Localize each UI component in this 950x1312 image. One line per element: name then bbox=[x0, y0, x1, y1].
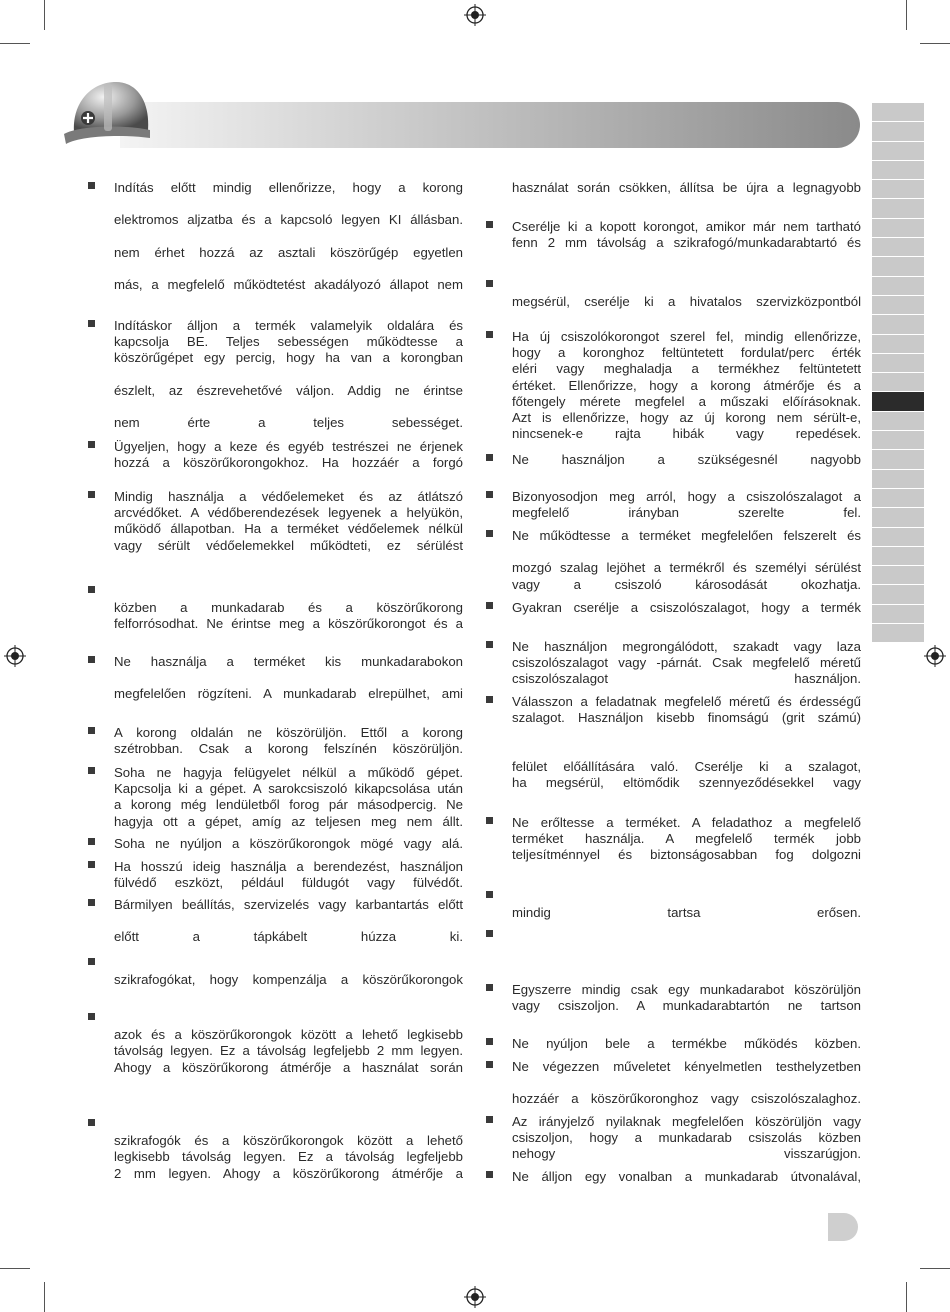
list-item-text: Ne végezzen műveletet kényelmetlen testhelyzetben hozzáér a köszörűkoronghoz vagy csiszolószalaghoz. bbox=[512, 1059, 861, 1107]
list-item-text: Ne használja a terméket kis munkadarabokon megfelelően rögzíteni. A munkadarab elrepülhet, ami bbox=[114, 654, 463, 702]
list-item-text: mindig tartsa erősen. bbox=[512, 905, 861, 921]
tab bbox=[872, 103, 924, 122]
crop-mark bbox=[906, 0, 907, 30]
list-item-text: Mindig használja a védőelemeket és az átlátszó arcvédőket. A védőberendezések legyenek a helyükön, működő állapotban. Ha a terméket védőelemek nélkül vagy sérült védőelemekkel működteti, ez sérülést bbox=[114, 489, 463, 553]
crop-mark bbox=[920, 43, 950, 44]
square-bullet-icon bbox=[88, 586, 95, 593]
square-bullet-icon bbox=[486, 221, 493, 228]
tab bbox=[872, 180, 924, 199]
tab bbox=[872, 585, 924, 604]
section-header-bar bbox=[120, 102, 860, 148]
square-bullet-icon bbox=[88, 767, 95, 774]
list-item-text: Cserélje ki a kopott korongot, amikor már nem tartható fenn 2 mm távolság a szikrafogó/munkadarabtartó és bbox=[512, 219, 861, 251]
list-item-text: Ne használjon a szükségesnél nagyobb bbox=[512, 452, 861, 467]
square-bullet-icon bbox=[486, 602, 493, 609]
square-bullet-icon bbox=[486, 817, 493, 824]
registration-mark-icon bbox=[924, 645, 946, 667]
list-item-text: Ne álljon egy vonalban a munkadarab útvonalával, bbox=[512, 1169, 861, 1184]
crop-mark bbox=[44, 1282, 45, 1312]
tab bbox=[872, 470, 924, 489]
square-bullet-icon bbox=[88, 1119, 95, 1126]
list-item-text: Gyakran cserélje a csiszolószalagot, hogy a termék bbox=[512, 600, 861, 615]
registration-mark-icon bbox=[464, 4, 486, 26]
square-bullet-icon bbox=[88, 1013, 95, 1020]
list-item-text: Soha ne hagyja felügyelet nélkül a működő gépet. Kapcsolja ki a gépet. A sarokcsiszoló kikapcsolása után a korong még lendületből forog pár másodpercig. Ne hagyja ott a gépet, amíg az teljesen meg nem állt. bbox=[114, 765, 463, 829]
tab bbox=[872, 412, 924, 431]
list-item-text: Ne nyúljon bele a termékbe működés közben. bbox=[512, 1036, 861, 1051]
tab bbox=[872, 547, 924, 566]
square-bullet-icon bbox=[88, 182, 95, 189]
tab bbox=[872, 257, 924, 276]
tab bbox=[872, 315, 924, 334]
crop-mark bbox=[44, 0, 45, 30]
list-item-text: Az irányjelző nyilaknak megfelelően köszörüljön vagy csiszoljon, hogy a munkadarab csiszolás közben nehogy visszarúgjon. bbox=[512, 1114, 861, 1162]
crop-mark bbox=[0, 1268, 30, 1269]
tab bbox=[872, 277, 924, 296]
square-bullet-icon bbox=[88, 441, 95, 448]
list-item-text: A korong oldalán ne köszörüljön. Ettől a korong szétrobban. Csak a korong felszínén köszörüljön. bbox=[114, 725, 463, 757]
tab bbox=[872, 335, 924, 354]
list-item-text: Soha ne nyúljon a köszörűkorongok mögé vagy alá. bbox=[114, 836, 463, 851]
square-bullet-icon bbox=[88, 320, 95, 327]
list-item-text: Bizonyosodjon meg arról, hogy a csiszolószalagot a megfelelő irányban szerelte fel. bbox=[512, 489, 861, 521]
square-bullet-icon bbox=[486, 1116, 493, 1123]
tab bbox=[872, 624, 924, 643]
square-bullet-icon bbox=[486, 984, 493, 991]
list-item-text: közben a munkadarab és a köszörűkorong felforrósodhat. Ne érintse meg a köszörűkorongot és a bbox=[114, 600, 463, 632]
list-item-text: szikrafogók és a köszörűkorongok között a lehető legkisebb távolság legyen. Ez a távolság legfeljebb 2 mm legyen. Ahogy a köszörűkorong átmérője a bbox=[114, 1133, 463, 1181]
square-bullet-icon bbox=[88, 958, 95, 965]
list-item-text: Ne erőltesse a terméket. A feladathoz a megfelelő terméket használja. A megfelelő termék jobb teljesítménnyel és biztonságosabban fog dolgozni bbox=[512, 815, 861, 863]
tab bbox=[872, 122, 924, 141]
tab bbox=[872, 566, 924, 585]
list-item-text: Bármilyen beállítás, szervizelés vagy karbantartás előtt előtt a tápkábelt húzza ki. bbox=[114, 897, 463, 945]
list-item-text: Válasszon a feladatnak megfelelő méretű és érdességű szalagot. Használjon kisebb finomságú (grit számú) felület előállítására való. Cserélje ki a szalagot, ha megsérül, eltömődik szennyeződésekkel vagy bbox=[512, 694, 861, 791]
list-item-text: Indítás előtt mindig ellenőrizze, hogy a korong elektromos aljzatba és a kapcsoló legyen KI állásban. nem érhet hozzá az asztali köszörűgép egyetlen más, a megfelelő működtetést akadályozó állapot nem bbox=[114, 180, 463, 293]
tab bbox=[872, 431, 924, 450]
tab bbox=[872, 354, 924, 373]
tab-active bbox=[872, 392, 924, 411]
square-bullet-icon bbox=[88, 656, 95, 663]
list-item-text: Ne működtesse a terméket megfelelően felszerelt és mozgó szalag lejöhet a termékről és személyi sérülést vagy a csiszoló károsodását okozhatja. bbox=[512, 528, 861, 592]
crop-mark bbox=[906, 1282, 907, 1312]
tab bbox=[872, 219, 924, 238]
tab bbox=[872, 605, 924, 624]
list-item-text: megsérül, cserélje ki a hivatalos szervizközpontból bbox=[512, 294, 861, 310]
square-bullet-icon bbox=[486, 280, 493, 287]
square-bullet-icon bbox=[486, 530, 493, 537]
square-bullet-icon bbox=[486, 491, 493, 498]
square-bullet-icon bbox=[486, 1038, 493, 1045]
square-bullet-icon bbox=[88, 899, 95, 906]
square-bullet-icon bbox=[486, 454, 493, 461]
tab bbox=[872, 199, 924, 218]
list-item-text: Ha hosszú ideig használja a berendezést, használjon fülvédő eszközt, például füldugót vagy fülvédőt. bbox=[114, 859, 463, 891]
list-item-text: Ha új csiszolókorongot szerel fel, mindig ellenőrizze, hogy a koronghoz feltüntetett fordulat/perc érték eléri vagy meghaladja a termékhez feltüntetett értéket. Ellenőrizze, hogy a korong átmérője és a főtengely mérete megfelel a műszaki előírásoknak. Azt is ellenőrizze, hogy az új korong nem sérült-e, nincsenek-e rajta hibák vagy repedések. bbox=[512, 329, 861, 442]
crop-mark bbox=[0, 43, 30, 44]
square-bullet-icon bbox=[88, 491, 95, 498]
crop-mark bbox=[920, 1268, 950, 1269]
square-bullet-icon bbox=[486, 696, 493, 703]
registration-mark-icon bbox=[464, 1286, 486, 1308]
square-bullet-icon bbox=[88, 727, 95, 734]
tab bbox=[872, 508, 924, 527]
tab bbox=[872, 238, 924, 257]
square-bullet-icon bbox=[88, 861, 95, 868]
list-item-text: Egyszerre mindig csak egy munkadarabot köszörüljön vagy csiszoljon. A munkadarabtartón ne tartson bbox=[512, 982, 861, 1014]
list-item-text: használat során csökken, állítsa be újra a legnagyobb bbox=[512, 180, 861, 195]
square-bullet-icon bbox=[486, 1061, 493, 1068]
square-bullet-icon bbox=[486, 930, 493, 937]
list-item-text: Indításkor álljon a termék valamelyik oldalára és kapcsolja BE. Teljes sebességen működtesse a köszörűgépet egy percig, hogy ha van a korongban észlelt, az észrevehetővé váljon. Addig ne érintse nem érte a teljes sebességet. bbox=[114, 318, 463, 431]
page-number-badge bbox=[828, 1213, 858, 1241]
square-bullet-icon bbox=[88, 838, 95, 845]
tab bbox=[872, 489, 924, 508]
square-bullet-icon bbox=[486, 331, 493, 338]
tab bbox=[872, 296, 924, 315]
tab bbox=[872, 142, 924, 161]
tab bbox=[872, 161, 924, 180]
square-bullet-icon bbox=[486, 641, 493, 648]
list-item-text: Ne használjon megrongálódott, szakadt vagy laza csiszolószalagot vagy -párnát. Csak megfelelő méretű csiszolószalagot használjon. bbox=[512, 639, 861, 687]
tab bbox=[872, 373, 924, 392]
square-bullet-icon bbox=[486, 891, 493, 898]
list-item-text: szikrafogókat, hogy kompenzálja a köszörűkorongok bbox=[114, 972, 463, 988]
safety-helmet-icon bbox=[60, 74, 152, 154]
tab bbox=[872, 528, 924, 547]
list-item-text: azok és a köszörűkorongok között a lehető legkisebb távolság legyen. Ez a távolság legfeljebb 2 mm legyen. Ahogy a köszörűkorong átmérője a használat során bbox=[114, 1027, 463, 1075]
section-tabs bbox=[872, 103, 924, 643]
tab bbox=[872, 450, 924, 469]
square-bullet-icon bbox=[486, 1171, 493, 1178]
list-item-text: Ügyeljen, hogy a keze és egyéb testrészei ne érjenek hozzá a köszörűkorongokhoz. Ha hozzáér a forgó bbox=[114, 439, 463, 471]
registration-mark-icon bbox=[4, 645, 26, 667]
